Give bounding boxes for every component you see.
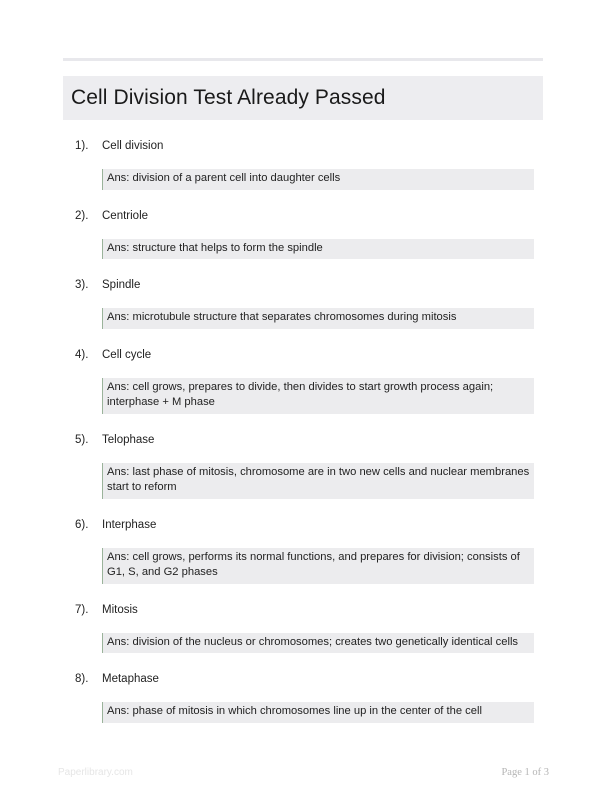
top-divider — [63, 58, 543, 61]
question-item — [63, 604, 543, 654]
answer-box: Ans: phase of mitosis in which chromosomes line up in the center of the cell — [102, 702, 534, 723]
answer-box: Ans: microtubule structure that separates chromosomes during mitosis — [102, 308, 534, 329]
question-row — [63, 279, 543, 301]
question-term: Interphase — [102, 518, 157, 531]
question-number: 3). — [75, 279, 89, 291]
question-term: Cell division — [102, 140, 164, 152]
question-row — [63, 434, 543, 456]
question-number: 4). — [75, 348, 89, 361]
question-number: 2). — [75, 209, 89, 222]
question-row — [63, 604, 543, 626]
question-row — [63, 349, 543, 371]
question-term: Cell cycle — [102, 348, 152, 361]
question-row — [63, 210, 543, 232]
question-item — [63, 210, 543, 260]
question-item — [63, 349, 543, 414]
question-number: 5). — [75, 433, 89, 446]
page-indicator: Page 1 of 3 — [501, 767, 549, 778]
footer-watermark: Paperlibrary.com — [58, 767, 133, 778]
answer-box: Ans: last phase of mitosis, chromosome are in two new cells and nuclear membranes start to reform — [102, 463, 534, 499]
question-list — [63, 140, 543, 743]
question-term: Mitosis — [102, 603, 138, 616]
question-term: Centriole — [102, 209, 149, 222]
question-number: 8). — [75, 673, 89, 685]
answer-box: Ans: cell grows, performs its normal functions, and prepares for division; consists of G1, S, and G2 phases — [102, 548, 534, 584]
question-row — [63, 673, 543, 695]
question-term: Telophase — [102, 433, 155, 446]
question-term: Spindle — [102, 279, 141, 291]
question-item — [63, 279, 543, 329]
answer-box: Ans: structure that helps to form the spindle — [102, 239, 534, 260]
answer-box: Ans: division of the nucleus or chromosomes; creates two genetically identical cells — [102, 633, 534, 654]
question-row — [63, 519, 543, 541]
page-title: Cell Division Test Already Passed — [71, 86, 386, 109]
question-item — [63, 519, 543, 584]
answer-box: Ans: cell grows, prepares to divide, then divides to start growth process again; interphase + M phase — [102, 378, 534, 414]
question-number: 6). — [75, 518, 89, 531]
question-item — [63, 673, 543, 723]
question-number: 1). — [75, 140, 89, 152]
answer-box: Ans: division of a parent cell into daughter cells — [102, 169, 534, 190]
question-number: 7). — [75, 603, 89, 616]
question-term: Metaphase — [102, 673, 159, 685]
question-item — [63, 434, 543, 499]
question-row — [63, 140, 543, 162]
question-item — [63, 140, 543, 190]
title-bar — [63, 76, 543, 120]
